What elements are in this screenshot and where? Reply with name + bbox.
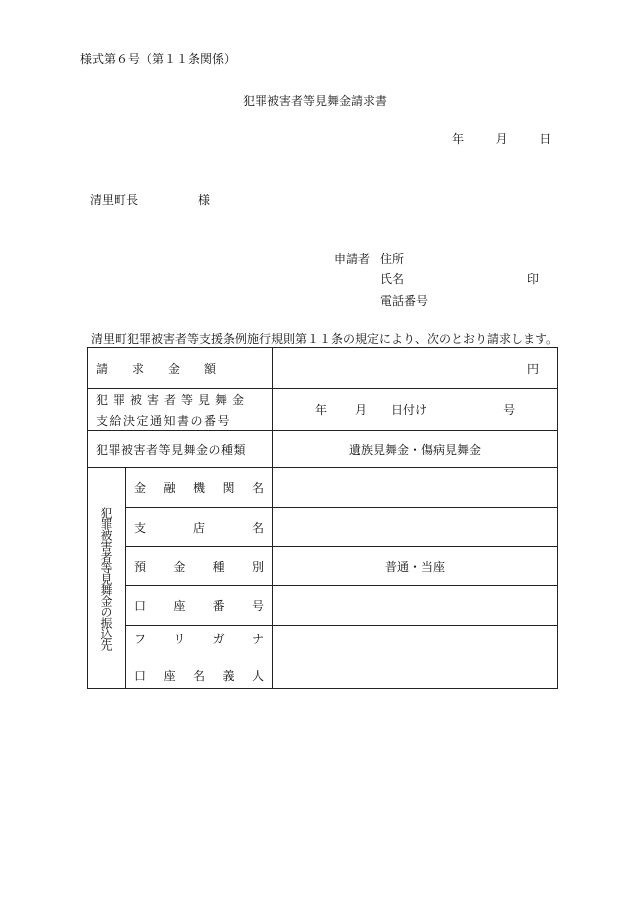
request-form-table (87, 347, 558, 689)
date-month: 月 (495, 132, 508, 146)
furigana-label: フ リ ガ ナ (134, 632, 264, 646)
account-name-row (88, 626, 558, 689)
branch-label: 支 店 名 (126, 508, 273, 547)
branch-field[interactable] (273, 508, 558, 547)
addressee-name: 清里町長 (90, 193, 139, 207)
deposit-type-label: 預 金 種 別 (126, 547, 273, 586)
deposit-type-value[interactable]: 普通・当座 (273, 547, 558, 586)
account-name-label (126, 626, 273, 689)
account-no-label: 口 座 番 号 (126, 586, 273, 626)
branch-row (88, 508, 558, 547)
type-value[interactable]: 遺族見舞金・傷病見舞金 (273, 431, 558, 468)
amount-label: 請 求 金 額 (88, 348, 273, 389)
transfer-label: 犯罪被害者等見舞金の振込先 (99, 506, 113, 650)
notice-dated: 日付け (391, 403, 428, 417)
applicant-address-label: 住所 (380, 252, 405, 266)
account-name-field[interactable] (273, 626, 558, 689)
notice-label (88, 389, 273, 431)
notice-label-line1: 犯罪被害者等見舞金 (96, 392, 250, 407)
account-holder-label: 口 座 名 義 人 (134, 669, 265, 683)
document-title: 犯罪被害者等見舞金請求書 (242, 94, 387, 108)
notice-month: 月 (355, 403, 368, 417)
bank-row (88, 468, 558, 508)
account-no-field[interactable] (273, 586, 558, 626)
applicant-label: 申請者 (334, 252, 371, 266)
notice-number-field[interactable] (273, 389, 558, 431)
seal-mark: 印 (527, 272, 540, 286)
notice-row (88, 389, 558, 431)
date-year: 年 (452, 132, 465, 146)
addressee (90, 191, 210, 208)
notice-label-line2: 支給決定通知書の番号 (96, 413, 232, 428)
request-statement: 清里町犯罪被害者等支援条例施行規則第１１条の規定により、次のとおり請求します。 (91, 332, 559, 346)
honorific: 様 (198, 193, 211, 207)
account-no-row (88, 586, 558, 626)
bank-field[interactable] (273, 468, 558, 508)
bank-label (126, 468, 273, 508)
transfer-label-cell (88, 468, 126, 689)
amount-row (88, 348, 558, 389)
form-number: 様式第６号（第１１条関係） (80, 52, 237, 66)
notice-year: 年 (315, 403, 328, 417)
type-row (88, 431, 558, 468)
deposit-type-row (88, 547, 558, 586)
date-line (452, 130, 551, 147)
applicant-name-label: 氏名 (380, 272, 405, 286)
type-label: 犯罪被害者等見舞金の種類 (88, 431, 273, 468)
notice-no: 号 (503, 403, 516, 417)
yen-unit: 円 (527, 361, 540, 376)
amount-field[interactable] (273, 348, 558, 389)
date-day: 日 (539, 132, 552, 146)
bank-label-text: 金 融 機 関 名 (134, 481, 265, 495)
applicant-phone-label: 電話番号 (380, 294, 429, 308)
